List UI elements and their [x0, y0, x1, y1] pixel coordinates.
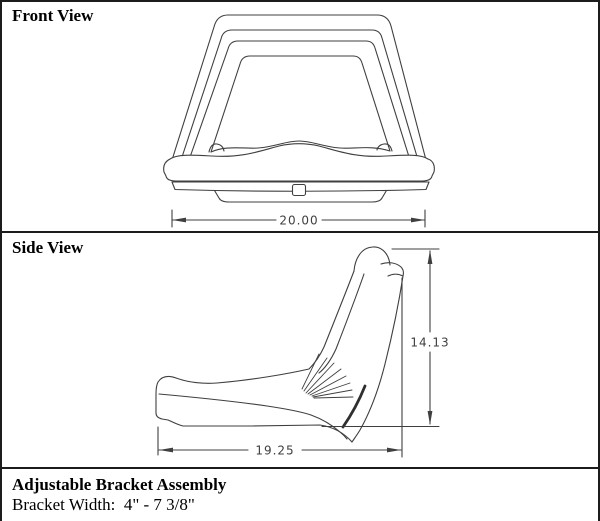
- side-depth-dimension: [158, 278, 402, 458]
- footer-title: Adjustable Bracket Assembly: [12, 475, 227, 494]
- front-width-dimension: [172, 210, 425, 228]
- seat-pan-tab: [293, 185, 306, 196]
- side-height-dimension: [322, 249, 450, 427]
- rear-lip-inner: [388, 274, 403, 276]
- cushion-seam-line: [159, 394, 347, 439]
- headrest-dome: [354, 247, 390, 271]
- backrest-rear-edge: [352, 263, 403, 442]
- seat-cushion-front: [164, 144, 435, 181]
- seat-technical-drawing: [2, 2, 600, 521]
- height-arrow-top: [428, 250, 433, 264]
- depth-arrow-right: [387, 448, 401, 453]
- pleat-fan: [302, 354, 353, 398]
- depth-dimension-value: 19.25: [255, 443, 295, 458]
- front-view-label: Front View: [12, 6, 94, 25]
- backrest-inner-panel: [211, 56, 390, 152]
- height-dimension-value: 14.13: [410, 335, 450, 350]
- seat-profile-outline: [156, 271, 354, 442]
- height-arrow-bottom: [428, 411, 433, 425]
- side-view-label: Side View: [12, 238, 84, 257]
- front-view-drawing: [164, 15, 435, 228]
- width-arrow-right: [411, 218, 425, 223]
- footer-subtitle: Bracket Width: 4" - 7 3/8": [12, 495, 195, 514]
- backrest-inner-line: [319, 274, 364, 373]
- side-view-drawing: [156, 247, 450, 458]
- width-arrow-left: [172, 218, 186, 223]
- handle-slot-stripe: [343, 386, 365, 427]
- depth-arrow-left: [159, 448, 173, 453]
- width-dimension-value: 20.00: [279, 213, 319, 228]
